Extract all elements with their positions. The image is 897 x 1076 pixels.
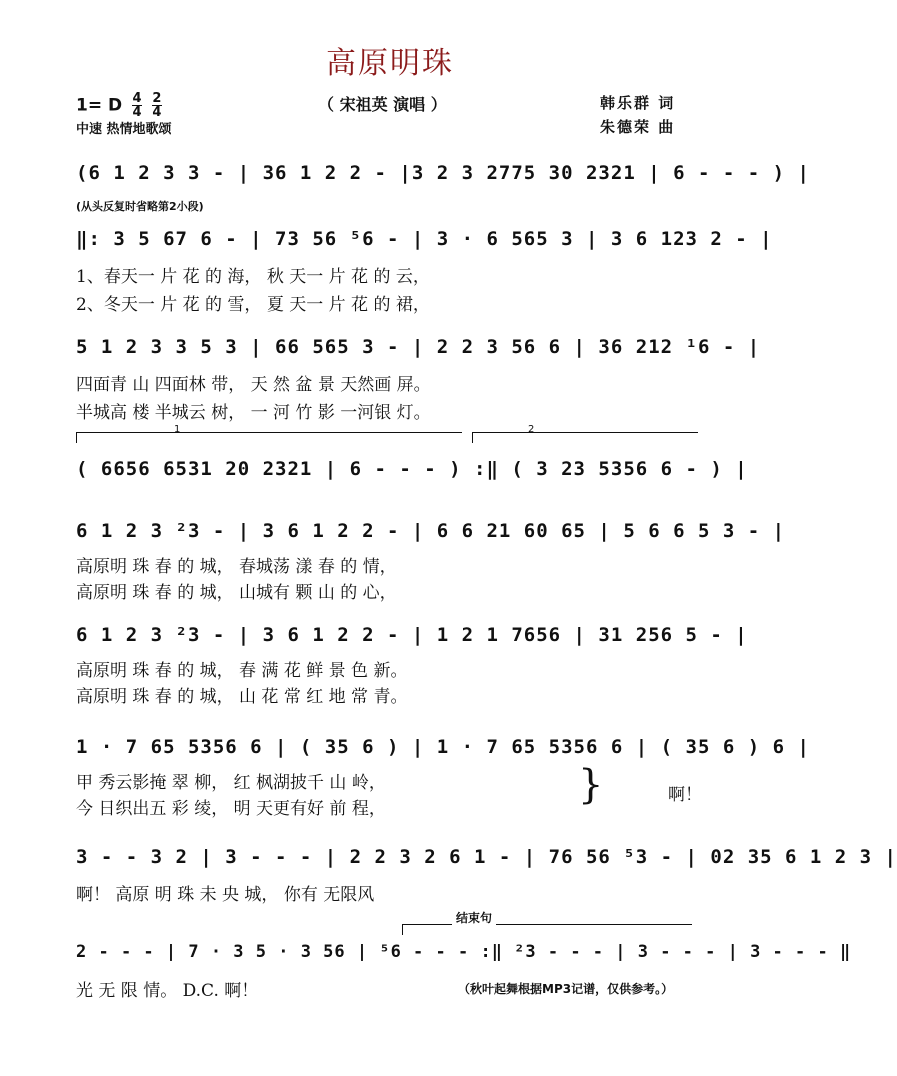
time-sig-1-top: 4 [132,91,142,106]
time-sig-1-bottom: 4 [132,105,142,120]
coda-label: 结束句 [452,909,496,926]
score-line-6: 6 1 2 3 ²3 - | 3 6 1 2 2 - | 1 2 1 7656 | 31 256 5 - | [76,624,748,646]
lyric-line-6b: 高原明 珠 春 的 城， 山 花 常 红 地 常 青。 [76,687,408,707]
score-line-1: (6 1 2 3 3 - | 36 1 2 2 - |3 2 3 2775 30 2321 | 6 - - - ) | [76,162,810,184]
time-sig-2-top: 2 [152,91,162,106]
side-lyric: 啊！ [668,785,702,805]
score-line-3: 5 1 2 3 3 5 3 | 66 565 3 - | 2 2 3 56 6 | 36 212 ¹6 - | [76,336,761,358]
lyric-line-2a: 1、春天一 片 花 的 海， 秋 天一 片 花 的 云， [76,267,430,287]
time-signature-2 [152,92,162,119]
score-line-5: 6 1 2 3 ²3 - | 3 6 1 2 2 - | 6 6 21 60 65 | 5 6 6 5 3 - | [76,520,786,542]
coda-bracket [402,911,692,925]
composer-credit: 朱德荣 曲 [600,118,676,136]
time-sig-2-bottom: 4 [152,105,162,120]
first-ending-number: 1 [174,424,181,435]
lyric-line-9: 光 无 限 情。 D.C. 啊！ [76,981,259,1001]
second-ending-bracket [472,424,698,435]
lyric-line-6a: 高原明 珠 春 的 城， 春 满 花 鲜 景 色 新。 [76,661,408,681]
repeat-note: (从头反复时省略第2小段) [76,200,204,213]
lyricist-credit: 韩乐群 词 [600,94,676,112]
lyric-line-7b: 今 日织出五 彩 绫， 明 天更有好 前 程， [76,799,386,819]
score-line-7: 1 · 7 65 5356 6 | ( 35 6 ) | 1 · 7 65 5356 6 | ( 35 6 ) 6 | [76,736,810,758]
lyric-brace: } [578,762,604,808]
key-label: 1= D [76,95,123,116]
time-signature-1 [132,92,142,119]
singer-credit: （ 宋祖英 演唱 ） [318,95,447,114]
lyric-line-8: 啊！ 高原 明 珠 未 央 城， 你有 无限风 [76,885,375,905]
score-line-4: ( 6656 6531 20 2321 | 6 - - - ) :‖ ( 3 23 5356 6 - ) | [76,458,748,480]
first-ending-bracket [76,424,462,435]
tempo-marking: 中速 热情地歌颂 [76,122,172,137]
lyric-line-5b: 高原明 珠 春 的 城， 山城有 颗 山 的 心， [76,583,397,603]
lyric-line-3a: 四面青 山 四面林 带， 天 然 盆 景 天然画 屏。 [76,375,431,395]
score-line-9: 2 - - - | 7 · 3 5 · 3 56 | ⁵6 - - - :‖ ²3 - - - | 3 - - - | 3 - - - ‖ [76,942,852,962]
footnote: （秋叶起舞根据MP3记谱，仅供参考。） [458,982,674,996]
song-title: 高原明珠 [326,46,454,81]
key-signature [76,92,162,119]
score-line-8: 3 - - 3 2 | 3 - - - | 2 2 3 2 6 1 - | 76 56 ⁵3 - | 02 35 6 1 2 3 | [76,846,897,868]
lyric-line-5a: 高原明 珠 春 的 城， 春城荡 漾 春 的 情， [76,557,397,577]
lyric-line-3b: 半城高 楼 半城云 树， 一 河 竹 影 一河银 灯。 [76,403,431,423]
second-ending-number: 2 [528,424,535,435]
lyric-line-7a: 甲 秀云影掩 翠 柳， 红 枫湖披千 山 岭， [76,773,386,793]
score-line-2: ‖: 3 5 67 6 - | 73 56 ⁵6 - | 3 · 6 565 3 | 3 6 123 2 - | [76,228,773,250]
lyric-line-2b: 2、冬天一 片 花 的 雪， 夏 天一 片 花 的 裙， [76,295,430,315]
